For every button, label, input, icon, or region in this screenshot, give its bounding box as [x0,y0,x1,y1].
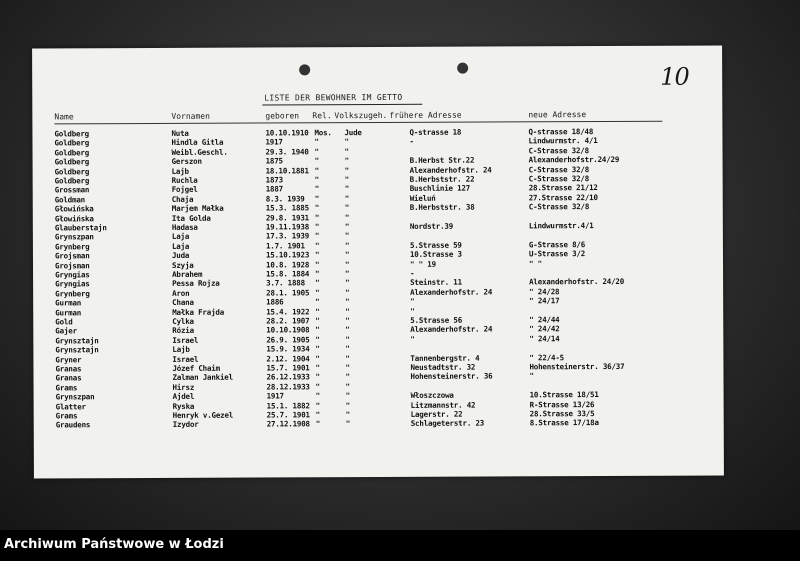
row-fruehere-adresse: Schlageterstr. 23 [410,418,485,429]
row-vorname: Israel [172,335,199,345]
row-geboren: 15.7. 1901 [266,363,310,373]
row-geboren: 26.12.1933 [266,372,310,382]
row-volkszugehoerigkeit: " [344,240,350,250]
row-volkszugehoerigkeit: " [344,212,350,222]
header-neue-adresse: neue Adresse [528,110,587,120]
row-fruehere-adresse: Alexanderhofstr. 24 [410,324,493,335]
row-neue-adresse: " [529,371,534,381]
row-neue-adresse: Lindwurmstr.4/1 [528,221,594,231]
row-vorname: Hadasa [171,222,198,232]
row-fruehere-adresse: Q-strasse 18 [409,127,462,137]
row-neue-adresse: " 24/17 [529,296,560,306]
archive-footer [0,530,800,561]
row-vorname: Lajb [172,345,190,355]
row-name: Grynsztajn [55,345,99,355]
row-neue-adresse: C-Strasse 32/8 [528,202,590,212]
row-neue-adresse: 28.Strasse 33/5 [529,409,595,419]
row-geboren: 1873 [265,175,283,185]
row-volkszugehoerigkeit: " [344,259,350,269]
archive-name: Archiwum Państwowe w Łodzi [4,537,224,552]
row-vorname: Rózia [172,326,194,336]
row-vorname: Nuta [171,128,189,138]
header-vorname: Vornamen [171,111,210,121]
row-name: Grojsman [54,251,90,261]
row-geboren: 1917 [266,391,284,401]
row-geboren: 26.9. 1905 [266,335,310,345]
row-vorname: Ruchla [171,175,198,185]
row-volkszugehoerigkeit: " [345,334,350,344]
header-fruehere-adresse: frühere Adresse [389,110,462,120]
row-geboren: 18.10.1881 [265,165,309,176]
row-geboren: 10.10.1910 [265,128,309,138]
row-religion: " [314,212,320,222]
row-name: Gold [55,317,73,327]
row-fruehere-adresse: " [410,306,415,316]
row-vorname: Aron [172,288,190,298]
row-name: Goldberg [54,129,89,139]
row-vorname: Weibl.Geschl. [171,147,228,157]
row-geboren: 3.7. 1888 [266,278,305,288]
row-neue-adresse: " 24/42 [529,324,560,334]
title-underline [262,104,422,106]
row-vorname: Ryska [172,401,195,411]
row-religion: " [314,156,319,166]
row-vorname: Małka Frajda [172,307,225,317]
row-vorname: Ajdel [172,391,195,402]
row-fruehere-adresse: 10.Strasse 3 [409,249,462,260]
row-geboren: 19.11.1938 [265,222,310,232]
row-religion: " [314,250,320,260]
row-name: Granas [55,373,82,383]
row-vorname: Abrahem [172,269,203,279]
row-religion: " [315,372,320,382]
row-religion: " [314,184,320,194]
row-volkszugehoerigkeit: " [344,193,350,203]
row-name: Gurman [55,298,82,308]
row-fruehere-adresse: - [410,268,415,278]
row-geboren: 1917 [265,137,283,147]
row-geboren: 2.12. 1904 [266,353,310,364]
row-name: Goldberg [54,166,90,177]
row-fruehere-adresse: " " 19 [409,259,436,269]
row-fruehere-adresse: B.Herbststr. 22 [409,174,475,184]
row-volkszugehoerigkeit: " [344,146,349,156]
row-religion: " [315,353,320,363]
row-geboren: 15.3. 1885 [265,203,309,213]
row-neue-adresse: G-Strasse 8/6 [528,239,586,250]
row-name: Gurman [55,307,82,318]
row-neue-adresse: " 24/28 [529,287,560,297]
row-neue-adresse: " 24/14 [529,334,560,344]
row-neue-adresse: Q-strasse 18/48 [528,127,594,137]
row-fruehere-adresse: " [410,297,415,307]
row-neue-adresse: 10.Strasse 18/51 [529,390,599,400]
row-vorname: Szyja [171,260,194,270]
row-religion: " [315,316,320,326]
row-fruehere-adresse: Neustadtstr. 32 [410,362,476,372]
row-volkszugehoerigkeit: " [345,316,350,326]
row-vorname: Zalman Jankiel [172,373,233,383]
row-volkszugehoerigkeit: " [345,400,350,410]
row-volkszugehoerigkeit: " [345,278,350,288]
row-vorname: Pessa Rojza [172,279,220,289]
row-fruehere-adresse: Włoszczowa [410,390,454,401]
row-name: Grams [55,383,78,393]
row-neue-adresse: C-Strasse 32/8 [528,174,590,184]
row-fruehere-adresse: Steinstr. 11 [410,278,462,288]
row-geboren: 1.7. 1901 [265,241,305,251]
row-geboren: 8.3. 1939 [265,194,305,204]
row-volkszugehoerigkeit: " [345,410,351,420]
punch-hole [457,63,468,74]
row-religion: " [315,410,321,420]
row-name: Gryngias [55,279,90,289]
row-religion: " [314,231,320,241]
header-rel: Rel. [312,111,332,121]
row-volkszugehoerigkeit: " [345,372,350,382]
row-geboren: 17.3. 1939 [265,231,310,241]
row-name: Gryngias [55,270,90,280]
row-name: Glatter [55,401,86,412]
row-volkszugehoerigkeit: " [345,297,350,307]
row-religion: " [315,269,320,279]
row-volkszugehoerigkeit: " [345,269,350,279]
row-vorname: Laja [171,241,190,251]
header-geboren: geboren [265,111,300,121]
row-vorname: Cylka [172,316,194,326]
row-fruehere-adresse: - [409,137,414,147]
header-volkszugehoerigkeit: Volkszugeh. [334,110,388,121]
row-name: Gryner [55,354,82,365]
row-vorname: Fojgel [171,185,198,195]
row-geboren: 1887 [265,184,283,194]
row-geboren: 1886 [266,297,284,307]
row-name: Goldberg [54,138,90,148]
row-name: Grynberg [54,242,90,252]
row-neue-adresse: 27.Strasse 22/10 [528,192,598,203]
row-vorname: Israel [172,354,199,364]
row-neue-adresse: " 22/4-5 [529,352,564,362]
row-name: Granas [55,364,82,374]
row-fruehere-adresse: " [410,334,415,344]
row-geboren: 15.10.1923 [265,250,310,260]
row-volkszugehoerigkeit: " [344,165,349,175]
row-vorname: Marjem Małka [171,203,224,214]
row-religion: " [314,165,319,175]
row-volkszugehoerigkeit: " [345,381,350,391]
row-fruehere-adresse: 5.Strasse 56 [410,315,463,325]
row-religion: " [314,222,320,232]
row-geboren: 28.1. 1905 [266,288,310,298]
row-fruehere-adresse: Lagerstr. 22 [410,409,463,419]
row-religion: " [314,241,320,251]
row-volkszugehoerigkeit: " [344,156,349,166]
row-neue-adresse: C-Strasse 32/8 [528,164,590,174]
row-religion: " [315,391,320,401]
row-fruehere-adresse: 5.Strasse 59 [409,240,462,250]
row-religion: " [314,147,319,157]
row-vorname: Chana [172,297,194,308]
row-fruehere-adresse: B.Herbststr. 38 [409,202,475,213]
row-neue-adresse: " 24/44 [529,315,560,325]
table-row [34,418,724,430]
row-name: Goldberg [54,157,90,167]
row-volkszugehoerigkeit: " [345,287,350,297]
row-vorname: Józef Chaim [172,363,220,373]
row-vorname: Henryk v.Gezel [172,410,234,420]
row-volkszugehoerigkeit: " [344,203,350,213]
row-name: Grynsztajn [55,336,99,346]
row-religion: " [314,259,320,269]
punch-hole [299,64,310,75]
row-volkszugehoerigkeit: " [345,325,350,335]
row-volkszugehoerigkeit: " [344,175,349,185]
row-fruehere-adresse: Litzmannstr. 42 [410,400,476,410]
row-neue-adresse: C-Strasse 32/8 [528,145,589,156]
row-religion: " [315,382,320,392]
row-geboren: 29.3. 1940 [265,147,309,157]
row-name: Grams [55,411,78,421]
row-religion: " [315,344,320,354]
row-volkszugehoerigkeit: Jude [344,128,362,138]
row-fruehere-adresse: Nordstr.39 [409,221,454,231]
row-religion: " [315,306,320,316]
row-fruehere-adresse: B.Herbst Str.22 [409,155,475,166]
row-volkszugehoerigkeit: " [345,344,350,354]
row-geboren: 15.1. 1882 [266,400,310,411]
row-geboren: 15.8. 1884 [266,269,310,279]
row-neue-adresse: Alexanderhofstr. 24/20 [529,277,625,287]
row-religion: " [314,203,320,213]
row-neue-adresse: R-Strasse 13/26 [529,399,595,409]
header-name: Name [54,112,74,122]
row-religion: " [315,325,320,335]
row-geboren: 28.2. 1907 [266,316,310,326]
row-religion: " [315,400,320,410]
row-volkszugehoerigkeit: " [344,222,350,232]
row-religion: Mos. [314,128,332,138]
row-neue-adresse: 28.Strasse 21/12 [528,183,598,193]
row-volkszugehoerigkeit: " [344,250,350,260]
row-religion: " [315,363,320,373]
row-religion: " [314,137,319,147]
row-religion: " [315,297,320,307]
row-religion: " [315,288,320,298]
row-volkszugehoerigkeit: " [345,306,350,316]
row-neue-adresse: " " [528,258,542,268]
row-name: Grynszpan [54,232,94,242]
row-geboren: 27.12.1908 [266,419,310,429]
row-religion: " [315,419,321,429]
row-religion: " [315,335,320,345]
row-name: Grynszpan [55,392,95,402]
row-vorname: Hindla Gitla [171,138,224,148]
row-fruehere-adresse: Hohensteinerstr. 36 [410,371,493,382]
row-fruehere-adresse: Wieluń [409,193,436,203]
row-volkszugehoerigkeit: " [345,391,350,401]
row-volkszugehoerigkeit: " [345,353,350,363]
page-number: 10 [660,62,689,91]
row-fruehere-adresse: Buschlinie 127 [409,183,471,194]
row-name: Goldberg [54,176,90,186]
row-vorname: Lajb [171,166,189,176]
row-vorname: Laja [171,232,190,242]
row-neue-adresse: Lindwurmstr. 4/1 [528,136,598,146]
row-vorname: Ita Golda [171,213,211,223]
row-name: Gajer [55,326,77,336]
row-geboren: 15.9. 1934 [266,344,310,354]
row-vorname: Juda [171,251,190,261]
row-neue-adresse: 8.Strasse 17/18a [529,418,599,428]
row-volkszugehoerigkeit: " [344,184,350,194]
row-name: Głowińska [54,204,94,214]
row-geboren: 25.7. 1901 [266,410,310,420]
row-name: Grynberg [55,289,90,299]
row-volkszugehoerigkeit: " [344,137,349,147]
row-vorname: Chaja [171,194,194,204]
row-religion: " [314,175,319,185]
row-vorname: Gerszon [171,156,202,167]
row-neue-adresse: Hohensteinerstr. 36/37 [529,361,625,372]
row-religion: " [315,278,320,288]
row-volkszugehoerigkeit: " [344,231,350,241]
row-fruehere-adresse: Alexanderhofstr. 24 [410,287,493,297]
row-geboren: 10.10.1908 [266,325,310,335]
row-religion: " [314,194,320,204]
row-neue-adresse: Alexanderhofstr.24/29 [528,155,620,165]
row-geboren: 15.4. 1922 [266,306,310,317]
document-title: LISTE DER BEWOHNER IM GETTO [264,92,403,103]
row-name: Głowińska [54,213,94,224]
row-name: Grojsman [54,260,90,271]
row-name: Glauberstajn [54,223,107,233]
row-vorname: Izydor [172,420,199,430]
row-volkszugehoerigkeit: " [345,419,351,429]
row-geboren: 29.8. 1931 [265,212,309,223]
row-geboren: 28.12.1933 [266,382,310,392]
row-fruehere-adresse: Tannenbergstr. 4 [410,353,480,363]
header-rule [54,121,662,125]
row-name: Goldberg [54,148,90,158]
row-name: Goldman [54,195,85,205]
row-geboren: 1875 [265,156,283,166]
row-fruehere-adresse: Alexanderhofstr. 24 [409,165,492,175]
row-geboren: 10.8. 1928 [265,259,310,270]
row-vorname: Hirsz [172,382,195,392]
row-neue-adresse: U-Strasse 3/2 [528,249,586,259]
document-page [32,45,724,478]
row-volkszugehoerigkeit: " [345,363,350,373]
row-name: Grossman [54,185,90,195]
row-name: Graudens [55,420,91,430]
